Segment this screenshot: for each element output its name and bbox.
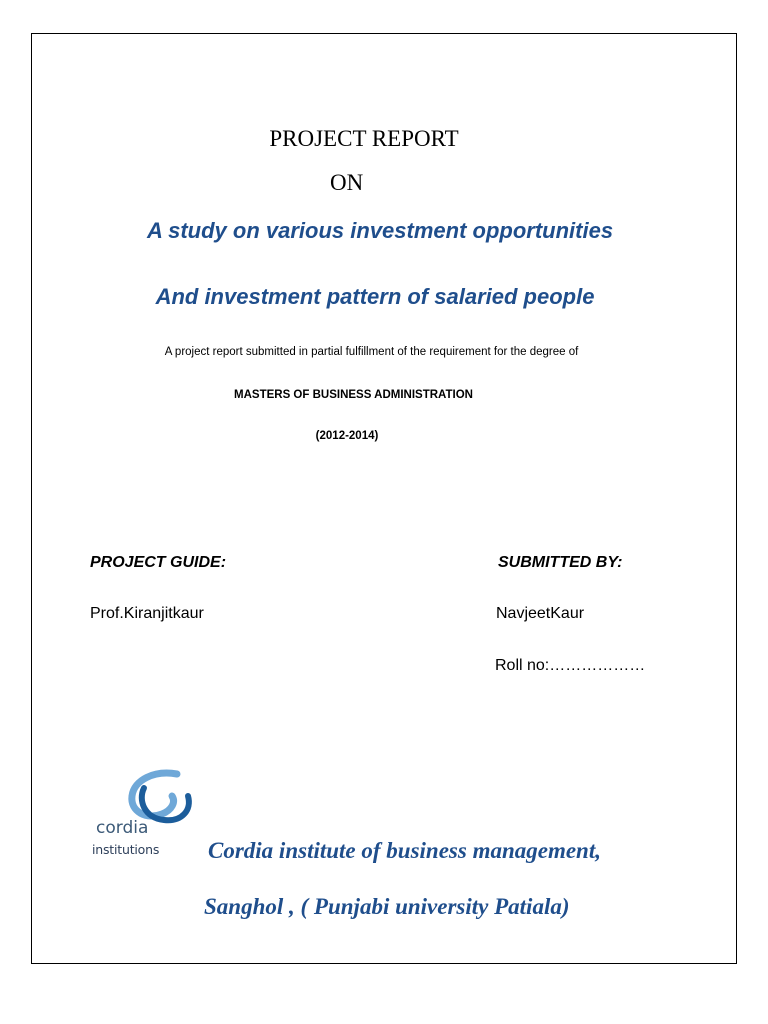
report-title: PROJECT REPORT — [269, 126, 459, 151]
institute-location: Sanghol , ( Punjabi university Patiala) — [204, 894, 570, 919]
roll-number: Roll no:……………… — [495, 657, 646, 674]
report-title-on: ON — [330, 170, 364, 195]
project-guide-label: PROJECT GUIDE: — [90, 554, 227, 571]
institute-name: Cordia institute of business management, — [208, 838, 601, 863]
student-name: NavjeetKaur — [496, 605, 585, 622]
topic-line-2: And investment pattern of salaried people — [155, 284, 595, 309]
session-years: (2012-2014) — [315, 430, 379, 442]
logo-brand-sub: institutions — [92, 842, 160, 857]
topic-line-1: A study on various investment opportunities — [146, 218, 614, 243]
submitted-by-label: SUBMITTED BY: — [498, 554, 623, 571]
logo-brand-word: cordia — [96, 818, 149, 838]
degree-name: MASTERS OF BUSINESS ADMINISTRATION — [234, 389, 473, 401]
fulfillment-statement: A project report submitted in partial fulfillment of the requirement for the degree of — [164, 346, 579, 358]
guide-name: Prof.Kiranjitkaur — [90, 605, 204, 622]
